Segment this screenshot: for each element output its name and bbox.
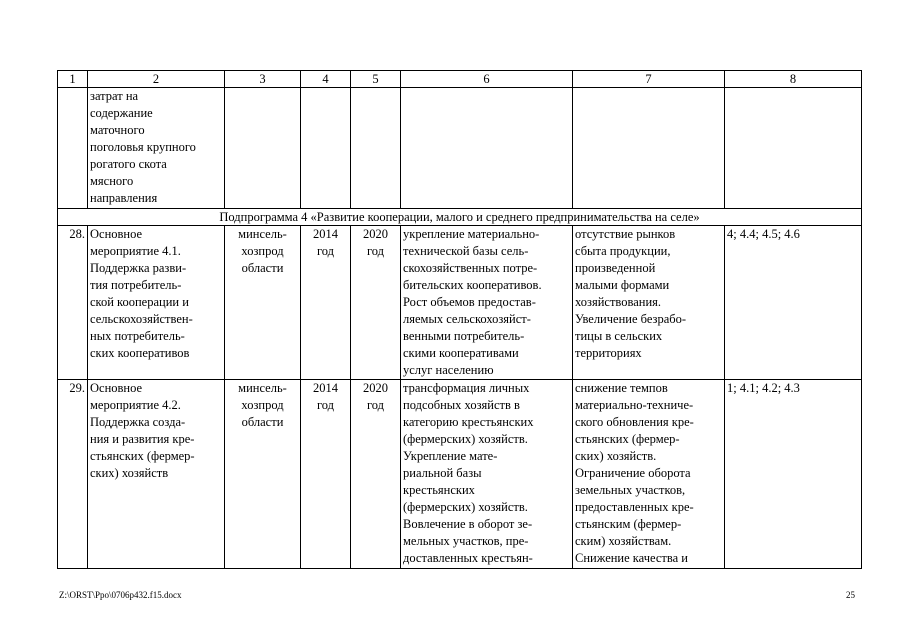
table-header-row bbox=[58, 71, 862, 88]
table-cell bbox=[225, 88, 301, 209]
subprogram-heading-row bbox=[58, 209, 862, 226]
table-cell-end-year: 2020 год bbox=[351, 226, 401, 380]
table-cell bbox=[725, 88, 862, 209]
table-cell bbox=[351, 88, 401, 209]
subprogram-title: Подпрограмма 4 «Развитие кооперации, малого и среднего предпринимательства на селе» bbox=[58, 209, 862, 226]
table-cell-result: трансформация личных подсобных хозяйств в категорию крестьянских (фермерских) хозяйств. Укрепление мате- риальной базы крестьянских (фермерских) хозяйств. Вовлечение в оборот зе- мельных участков, пре- доставленных крестьян- bbox=[401, 380, 573, 569]
table-row bbox=[58, 380, 862, 569]
table-cell-executor: минсель- хозпрод области bbox=[225, 226, 301, 380]
table-cell-measure: затрат на содержание маточного поголовья крупного рогатого скота мясного направления bbox=[88, 88, 225, 209]
footer-file-path: Z:\ORST\Ppo\0706p432.f15.docx bbox=[59, 590, 182, 600]
row-number: 29. bbox=[58, 380, 88, 569]
table-row bbox=[58, 226, 862, 380]
footer-page-number: 25 bbox=[846, 590, 855, 600]
table-cell-consequences: снижение темпов материально-техниче- ского обновления кре- стьянских (фермер- ских) хозяйств. Ограничение оборота земельных участков, предоставленных кре- стьянским (фермер- ским) хозяйствам. Снижение качества и bbox=[573, 380, 725, 569]
table-cell-indicators: 4; 4.4; 4.5; 4.6 bbox=[725, 226, 862, 380]
table-cell bbox=[301, 88, 351, 209]
table-cell-consequences: отсутствие рынков сбыта продукции, произведенной малыми формами хозяйствования. Увеличение безрабо- тицы в сельских территориях bbox=[573, 226, 725, 380]
column-number-header: 6 bbox=[401, 71, 573, 88]
table-cell-measure: Основное мероприятие 4.1. Поддержка разви- тия потребитель- ской кооперации и сельскохозяйствен- ных потребитель- ских кооперативов bbox=[88, 226, 225, 380]
column-number-header: 4 bbox=[301, 71, 351, 88]
table-cell bbox=[58, 88, 88, 209]
row-number: 28. bbox=[58, 226, 88, 380]
table-cell-indicators: 1; 4.1; 4.2; 4.3 bbox=[725, 380, 862, 569]
column-number-header: 3 bbox=[225, 71, 301, 88]
table-cell-end-year: 2020 год bbox=[351, 380, 401, 569]
table-cell-start-year: 2014 год bbox=[301, 380, 351, 569]
table-cell-result: укрепление материально- технической базы сель- скохозяйственных потре- бительских кооперативов. Рост объемов предостав- ляемых сельскохозяйст- венными потребитель- скими кооперативами услуг населению bbox=[401, 226, 573, 380]
table-cell bbox=[573, 88, 725, 209]
program-table bbox=[57, 70, 862, 569]
column-number-header: 2 bbox=[88, 71, 225, 88]
column-number-header: 1 bbox=[58, 71, 88, 88]
table-cell bbox=[401, 88, 573, 209]
column-number-header: 8 bbox=[725, 71, 862, 88]
column-number-header: 5 bbox=[351, 71, 401, 88]
table-cell-measure: Основное мероприятие 4.2. Поддержка созда- ния и развития кре- стьянских (фермер- ских) хозяйств bbox=[88, 380, 225, 569]
column-number-header: 7 bbox=[573, 71, 725, 88]
table-cell-start-year: 2014 год bbox=[301, 226, 351, 380]
table-cell-executor: минсель- хозпрод области bbox=[225, 380, 301, 569]
table-row-continuation bbox=[58, 88, 862, 209]
